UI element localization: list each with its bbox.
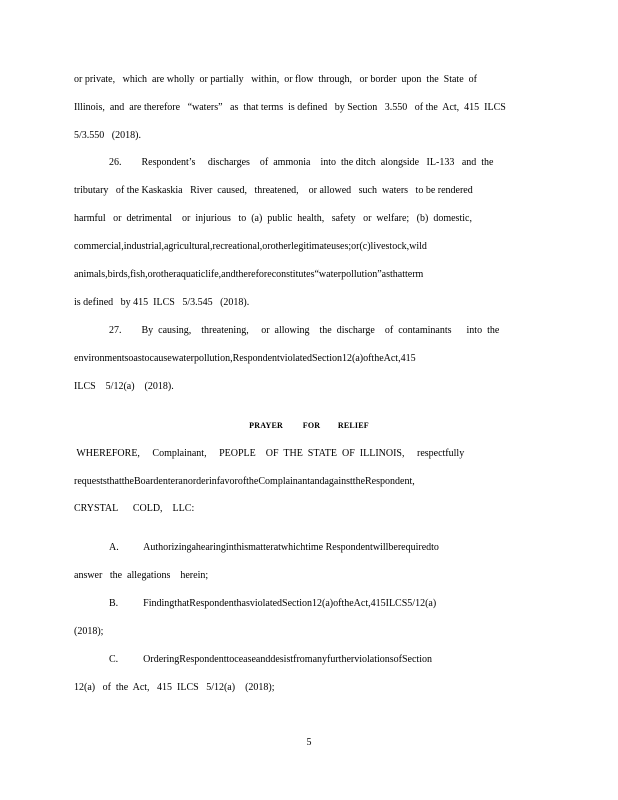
body-text-line: 5/3.550 (2018).	[74, 130, 141, 141]
paragraph-27-line: ILCS 5/12(a) (2018).	[74, 381, 174, 392]
prayer-item-a: A. Authorizingahearinginthismatteratwhichtime Respondentwillberequiredto	[109, 542, 439, 553]
paragraph-26-line: 26. Respondent’s discharges of ammonia into the ditch alongside IL-133 and the	[109, 157, 494, 168]
wherefore-line: CRYSTAL COLD, LLC:	[74, 503, 195, 514]
body-text-line: or private, which are wholly or partially within, or flow through, or border upon the State of	[74, 74, 477, 85]
prayer-item-a-continued: answer the allegations herein;	[74, 570, 209, 581]
prayer-item-b: B. FindingthatRespondenthasviolatedSection12(a)oftheAct,415ILCS5/12(a)	[109, 598, 437, 609]
paragraph-26-line: animals,birds,fish,orotheraquaticlife,andthereforeconstitutes“waterpollution”asthatterm	[74, 269, 424, 280]
page-number: 5	[306, 737, 312, 748]
body-text-line: Illinois, and are therefore “waters” as that terms is defined by Section 3.550 of the Act, 415 ILCS	[74, 102, 506, 113]
wherefore-line: requeststhattheBoardenteranorderinfavoroftheComplainantandagainsttheRespondent,	[74, 476, 415, 487]
paragraph-26-line: commercial,industrial,agricultural,recreational,orotherlegitimateuses;or(c)livestock,wild	[74, 241, 427, 252]
paragraph-26-line: is defined by 415 ILCS 5/3.545 (2018).	[74, 297, 250, 308]
paragraph-26-line: tributary of the Kaskaskia River caused, threatened, or allowed such waters to be rendered	[74, 185, 473, 196]
prayer-item-c-continued: 12(a) of the Act, 415 ILCS 5/12(a) (2018);	[74, 682, 275, 693]
paragraph-27-line: 27. By causing, threatening, or allowing the discharge of contaminants into the	[109, 325, 500, 336]
paragraph-27-line: environmentsoastocausewaterpollution,RespondentviolatedSection12(a)oftheAct,415	[74, 353, 416, 364]
prayer-item-b-continued: (2018);	[74, 626, 104, 637]
section-heading: PRAYER FOR RELIEF	[249, 421, 369, 430]
paragraph-26-line: harmful or detrimental or injurious to (a) public health, safety or welfare; (b) domestic,	[74, 213, 472, 224]
prayer-item-c: C. OrderingRespondenttoceaseanddesistfromanyfurtherviolationsofSection	[109, 654, 432, 665]
wherefore-line: WHEREFORE, Complainant, PEOPLE OF THE STATE OF ILLINOIS, respectfully	[74, 448, 465, 459]
